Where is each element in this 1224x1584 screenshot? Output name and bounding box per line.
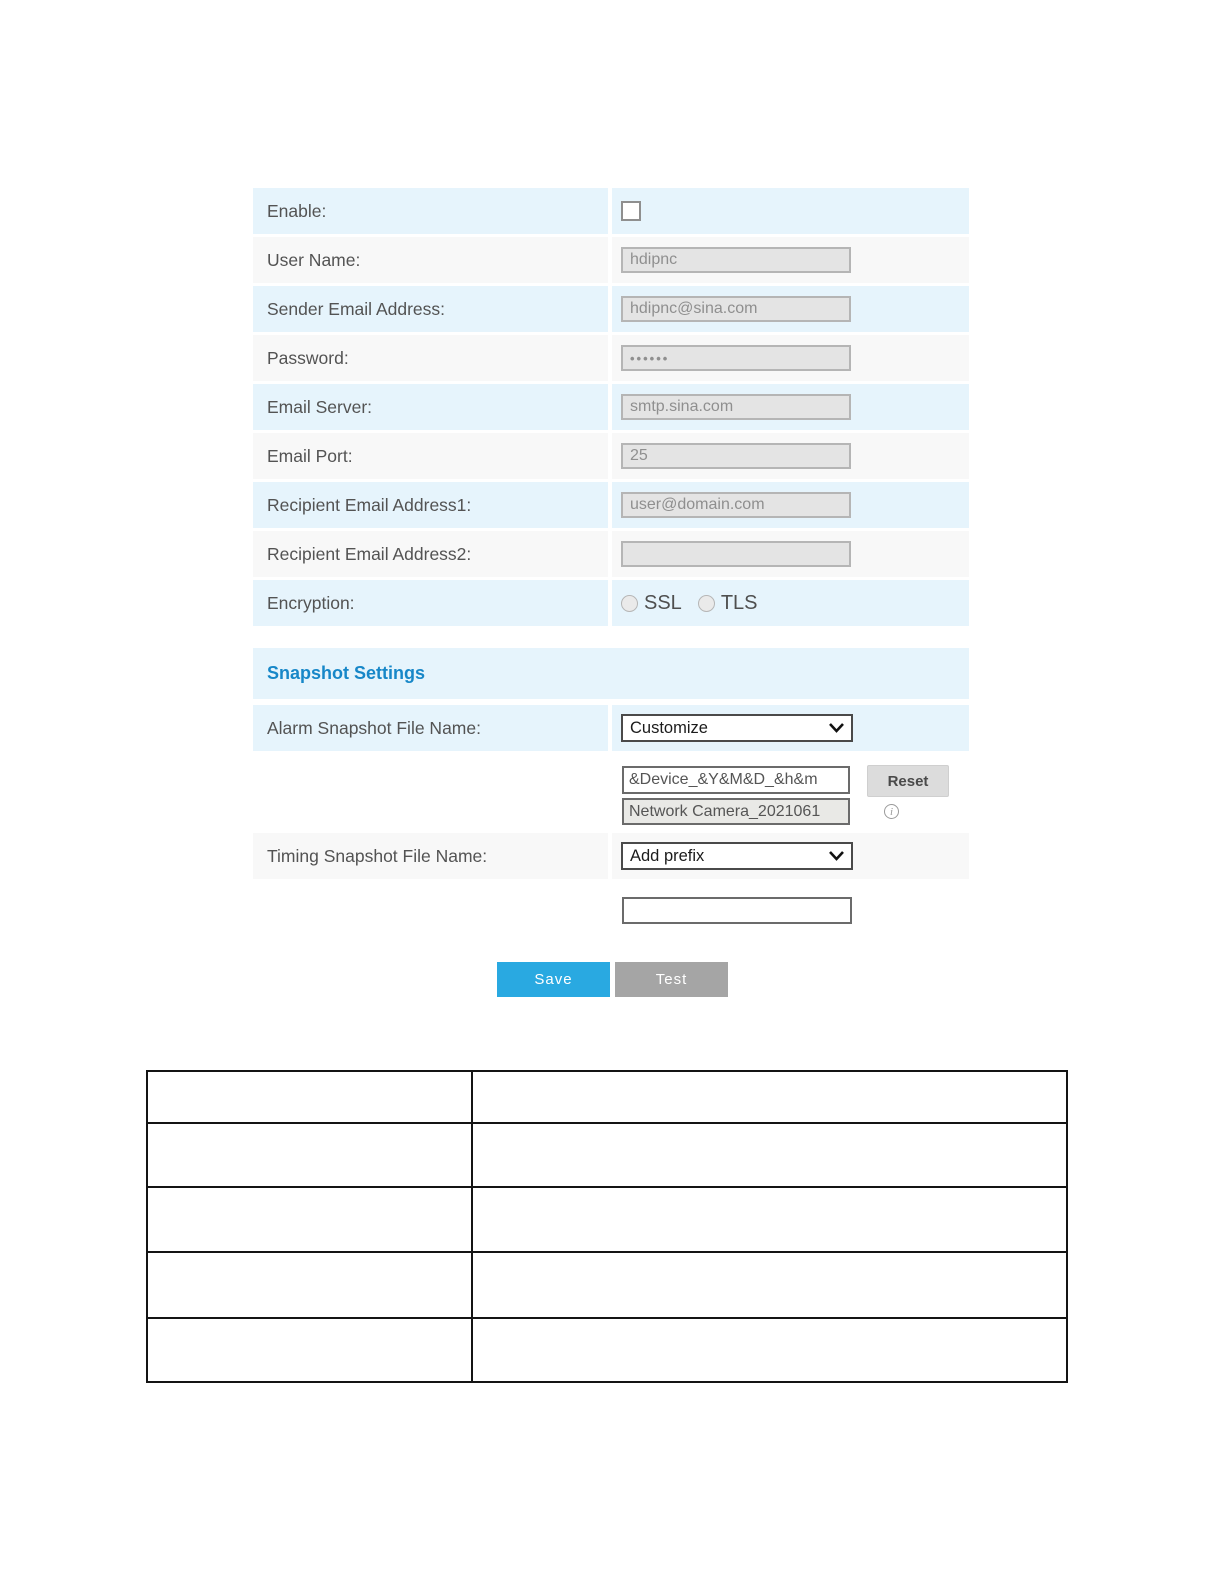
bottom-table <box>146 1070 1068 1383</box>
password-label: Password: <box>253 335 608 381</box>
table-cell <box>472 1123 1067 1187</box>
table-cell <box>472 1071 1067 1123</box>
tls-radio-label: TLS <box>720 591 758 614</box>
table-cell <box>147 1187 472 1252</box>
email-port-label: Email Port: <box>253 433 608 479</box>
table-cell <box>147 1123 472 1187</box>
encryption-label: Encryption: <box>253 580 608 626</box>
info-icon[interactable] <box>884 804 899 819</box>
table-row <box>147 1071 1067 1123</box>
info-icon-glyph: i <box>889 806 894 818</box>
table-cell <box>472 1187 1067 1252</box>
reset-button-label: Reset <box>887 772 929 790</box>
recipient1-label: Recipient Email Address1: <box>253 482 608 528</box>
form-row-username <box>253 237 969 283</box>
timing-filename-select-value: Add prefix <box>630 846 705 865</box>
username-field[interactable] <box>621 247 851 273</box>
form-row-recipient1 <box>253 482 969 528</box>
form-row-email-server <box>253 384 969 430</box>
enable-label: Enable: <box>253 188 608 234</box>
form-row-sender-email <box>253 286 969 332</box>
timing-filename-select[interactable] <box>621 842 853 870</box>
test-button[interactable] <box>615 962 728 997</box>
enable-checkbox[interactable] <box>621 201 641 221</box>
table-cell <box>147 1252 472 1318</box>
filename-preview-field[interactable] <box>622 798 850 825</box>
recipient2-field[interactable] <box>621 541 851 567</box>
timing-prefix-input[interactable] <box>622 897 852 924</box>
email-port-field[interactable] <box>621 443 851 469</box>
form-row-email-port <box>253 433 969 479</box>
test-button-label: Test <box>655 971 688 988</box>
form-row-password <box>253 335 969 381</box>
ssl-radio-label: SSL <box>644 591 682 614</box>
sender-email-label: Sender Email Address: <box>253 286 608 332</box>
snapshot-settings-title: Snapshot Settings <box>267 663 426 683</box>
chevron-down-icon <box>829 723 844 733</box>
save-button[interactable] <box>497 962 610 997</box>
alarm-filename-select-value: Customize <box>630 718 708 737</box>
sender-email-field[interactable] <box>621 296 851 322</box>
username-label: User Name: <box>253 237 608 283</box>
alarm-snapshot-label: Alarm Snapshot File Name: <box>253 705 608 751</box>
snapshot-settings-header <box>253 648 969 699</box>
form-row-recipient2 <box>253 531 969 577</box>
table-row <box>147 1252 1067 1318</box>
chevron-down-icon <box>829 851 844 861</box>
custom-filename-input[interactable] <box>622 766 850 794</box>
form-row-timing-snapshot <box>253 833 969 879</box>
recipient1-field[interactable] <box>621 492 851 518</box>
form-row-encryption <box>253 580 969 626</box>
email-server-label: Email Server: <box>253 384 608 430</box>
table-cell <box>472 1252 1067 1318</box>
table-row <box>147 1318 1067 1382</box>
form-row-enable <box>253 188 969 234</box>
table-cell <box>147 1318 472 1382</box>
alarm-filename-select[interactable] <box>621 714 853 742</box>
table-cell <box>147 1071 472 1123</box>
save-button-label: Save <box>534 971 573 988</box>
table-row <box>147 1123 1067 1187</box>
recipient2-label: Recipient Email Address2: <box>253 531 608 577</box>
password-field[interactable] <box>621 345 851 371</box>
tls-radio[interactable] <box>698 595 715 612</box>
table-cell <box>472 1318 1067 1382</box>
ssl-radio[interactable] <box>621 595 638 612</box>
reset-button[interactable] <box>867 765 949 797</box>
timing-snapshot-label: Timing Snapshot File Name: <box>253 833 608 879</box>
table-row <box>147 1187 1067 1252</box>
email-server-field[interactable] <box>621 394 851 420</box>
form-row-alarm-snapshot <box>253 705 969 751</box>
